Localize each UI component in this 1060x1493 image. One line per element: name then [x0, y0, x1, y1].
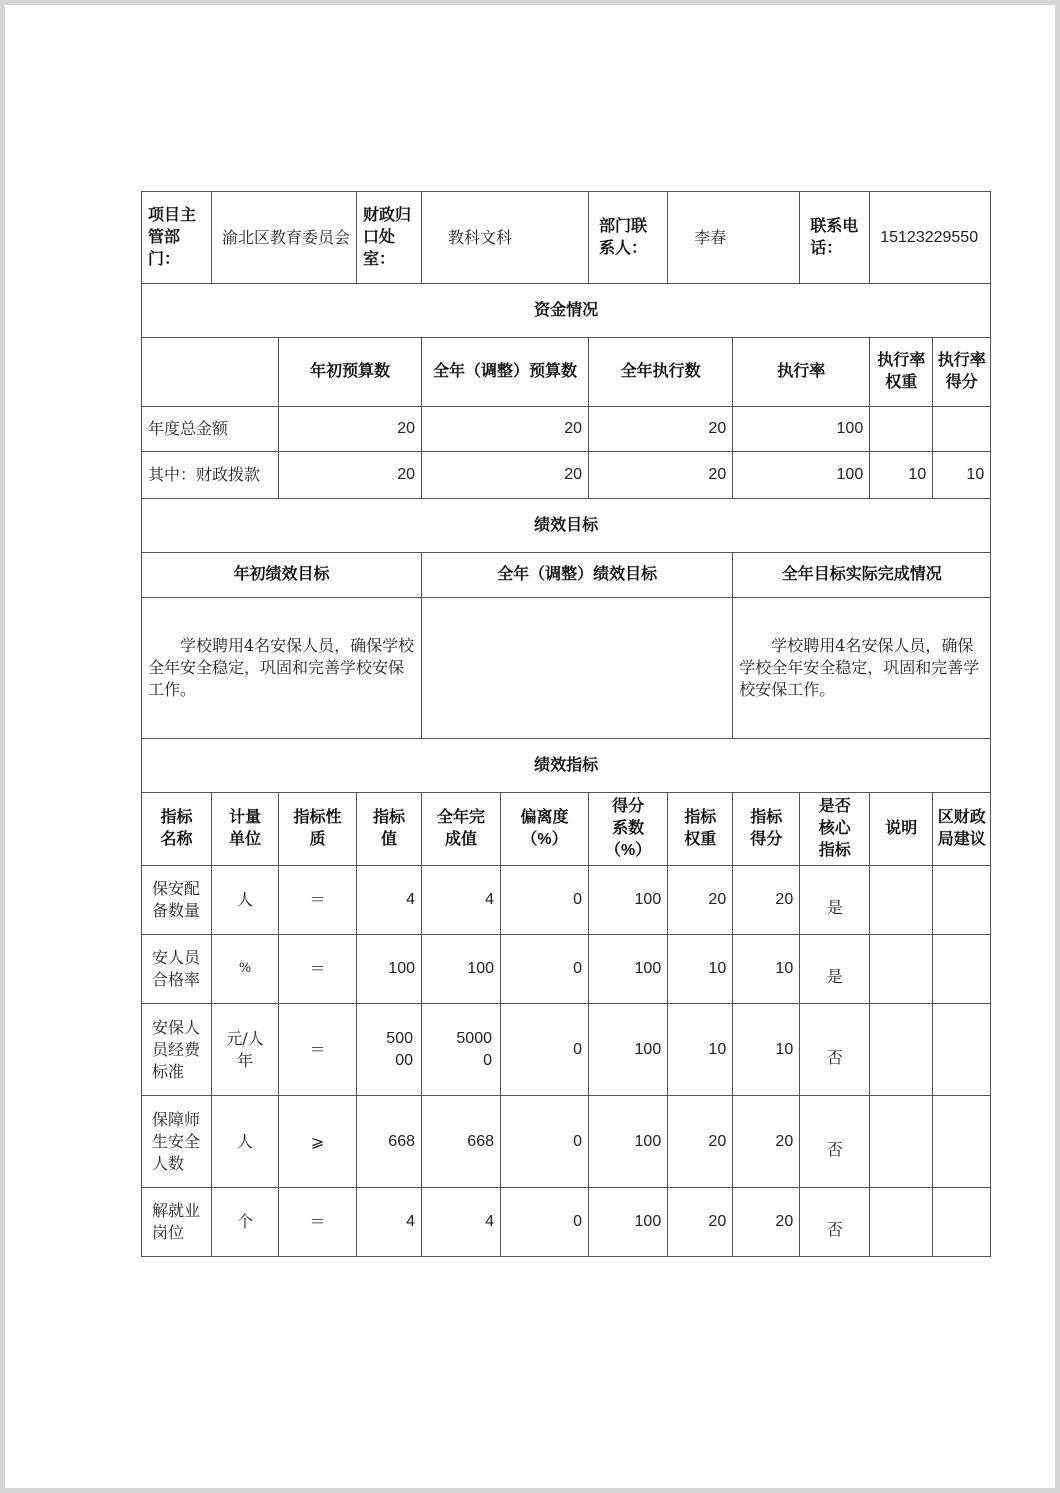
- funds-cell: 20: [279, 452, 422, 499]
- ind-nature: ＝: [279, 1004, 357, 1096]
- funds-cell: 20: [279, 407, 422, 452]
- ind-deviation: 0: [501, 1096, 589, 1188]
- funds-cell: 10: [870, 452, 933, 499]
- performance-evaluation-table: [141, 191, 991, 1257]
- ind-deviation: 0: [501, 1188, 589, 1257]
- ind-name: 安人员合格率: [142, 935, 212, 1004]
- ind-score: 20: [733, 866, 800, 935]
- goals-actual-text: 学校聘用4名安保人员，确保学校全年安全稳定，巩固和完善学校安保工作。: [733, 598, 991, 739]
- ind-advice: [933, 1004, 991, 1096]
- ind-weight: 10: [668, 1004, 733, 1096]
- ind-core: 否: [826, 1047, 843, 1067]
- funds-cell: 20: [589, 452, 733, 499]
- header-row: [142, 192, 991, 284]
- ind-name: 保安配备数量: [142, 866, 212, 935]
- funds-col-exec-rate: 执行率: [733, 338, 870, 407]
- funds-row-fiscal: [142, 452, 991, 499]
- ind-col-name: 指标名称: [142, 793, 212, 866]
- funds-col-initial-budget: 年初预算数: [279, 338, 422, 407]
- office-value: 教科文科: [422, 192, 589, 284]
- ind-note: [870, 935, 933, 1004]
- ind-col-weight: 指标权重: [668, 793, 733, 866]
- indicator-row: [142, 1188, 991, 1257]
- goals-text-row: [142, 598, 991, 739]
- funds-cell: 100: [733, 407, 870, 452]
- ind-col-coef: 得分系数（%）: [589, 793, 668, 866]
- ind-coef: 100: [589, 1004, 668, 1096]
- ind-col-score: 指标得分: [733, 793, 800, 866]
- phone-value: 15123229550: [870, 192, 991, 284]
- funds-row-label: 其中：财政拨款: [142, 452, 279, 499]
- indicators-header-row: [142, 793, 991, 866]
- ind-name: 保障师生安全人数: [142, 1096, 212, 1188]
- ind-col-advice: 区财政局建议: [933, 793, 991, 866]
- funds-cell: 100: [733, 452, 870, 499]
- ind-note: [870, 1096, 933, 1188]
- ind-target: 4: [357, 866, 422, 935]
- goals-col-actual: 全年目标实际完成情况: [733, 553, 991, 598]
- ind-advice: [933, 1188, 991, 1257]
- goals-col-initial: 年初绩效目标: [142, 553, 422, 598]
- goals-section-row: [142, 499, 991, 553]
- phone-label: 联系电话：: [800, 192, 870, 284]
- ind-col-target: 指标值: [357, 793, 422, 866]
- ind-coef: 100: [589, 935, 668, 1004]
- contact-value: 李春: [668, 192, 800, 284]
- funds-cell: [870, 407, 933, 452]
- ind-name: 安保人员经费标准: [142, 1004, 212, 1096]
- funds-col-rate-weight: 执行率权重: [870, 338, 933, 407]
- ind-score: 10: [733, 1004, 800, 1096]
- funds-col-rate-score: 执行率得分: [933, 338, 991, 407]
- ind-note: [870, 866, 933, 935]
- goals-initial-text: 学校聘用4名安保人员，确保学校全年安全稳定，巩固和完善学校安保工作。: [142, 598, 422, 739]
- indicator-row: [142, 935, 991, 1004]
- ind-core: 是: [826, 898, 843, 917]
- ind-actual: 4: [422, 866, 501, 935]
- funds-header-blank: [142, 338, 279, 407]
- ind-nature: ⩾: [279, 1096, 357, 1188]
- ind-actual: 100: [422, 935, 501, 1004]
- ind-advice: [933, 935, 991, 1004]
- ind-col-deviation: 偏离度（%）: [501, 793, 589, 866]
- indicator-row: [142, 1096, 991, 1188]
- funds-row-label: 年度总金额: [142, 407, 279, 452]
- goals-adjusted-text: [422, 598, 733, 739]
- funds-cell: 20: [589, 407, 733, 452]
- ind-name: 解就业岗位: [142, 1188, 212, 1257]
- document-page: [5, 5, 1055, 1488]
- ind-score: 10: [733, 935, 800, 1004]
- indicators-section-row: [142, 739, 991, 793]
- ind-col-actual: 全年完成值: [422, 793, 501, 866]
- indicators-section-title: 绩效指标: [142, 739, 991, 793]
- ind-weight: 20: [668, 1188, 733, 1257]
- funds-header-row: [142, 338, 991, 407]
- ind-actual: 50000: [422, 1004, 501, 1096]
- ind-actual: 668: [422, 1096, 501, 1188]
- ind-col-nature: 指标性质: [279, 793, 357, 866]
- funds-section-title: 资金情况: [142, 284, 991, 338]
- funds-cell: 10: [933, 452, 991, 499]
- dept-label: 项目主管部门：: [142, 192, 212, 284]
- ind-target: 100: [357, 935, 422, 1004]
- office-label: 财政归口处室：: [357, 192, 422, 284]
- ind-advice: [933, 866, 991, 935]
- ind-deviation: 0: [501, 866, 589, 935]
- funds-col-executed: 全年执行数: [589, 338, 733, 407]
- ind-target: 668: [357, 1096, 422, 1188]
- ind-advice: [933, 1096, 991, 1188]
- ind-core: 是: [826, 967, 843, 986]
- ind-weight: 10: [668, 935, 733, 1004]
- ind-core: 否: [826, 1220, 843, 1239]
- ind-note: [870, 1188, 933, 1257]
- ind-coef: 100: [589, 1188, 668, 1257]
- contact-label: 部门联系人：: [589, 192, 668, 284]
- ind-col-unit: 计量单位: [212, 793, 279, 866]
- ind-actual: 4: [422, 1188, 501, 1257]
- ind-weight: 20: [668, 1096, 733, 1188]
- goals-header-row: [142, 553, 991, 598]
- ind-unit: 个: [212, 1188, 279, 1257]
- ind-unit: 人: [212, 1096, 279, 1188]
- ind-deviation: 0: [501, 1004, 589, 1096]
- ind-coef: 100: [589, 1096, 668, 1188]
- funds-cell: [933, 407, 991, 452]
- ind-nature: ＝: [279, 935, 357, 1004]
- ind-col-note: 说明: [870, 793, 933, 866]
- goals-col-adjusted: 全年（调整）绩效目标: [422, 553, 733, 598]
- ind-col-core: 是否核心指标: [800, 793, 870, 866]
- funds-cell: 20: [422, 452, 589, 499]
- ind-coef: 100: [589, 866, 668, 935]
- funds-section-row: [142, 284, 991, 338]
- ind-nature: ＝: [279, 866, 357, 935]
- ind-weight: 20: [668, 866, 733, 935]
- ind-target: 4: [357, 1188, 422, 1257]
- ind-unit: 人: [212, 866, 279, 935]
- funds-col-adjusted-budget: 全年（调整）预算数: [422, 338, 589, 407]
- ind-note: [870, 1004, 933, 1096]
- ind-deviation: 0: [501, 935, 589, 1004]
- ind-core: 否: [826, 1139, 843, 1159]
- dept-value: 渝北区教育委员会: [212, 192, 357, 284]
- ind-score: 20: [733, 1096, 800, 1188]
- funds-row-total: [142, 407, 991, 452]
- ind-target: 50000: [357, 1004, 422, 1096]
- funds-cell: 20: [422, 407, 589, 452]
- ind-score: 20: [733, 1188, 800, 1257]
- indicator-row: [142, 1004, 991, 1096]
- goals-section-title: 绩效目标: [142, 499, 991, 553]
- ind-unit: %: [212, 935, 279, 1004]
- indicator-row: [142, 866, 991, 935]
- ind-nature: ＝: [279, 1188, 357, 1257]
- ind-unit: 元/人年: [212, 1004, 279, 1096]
